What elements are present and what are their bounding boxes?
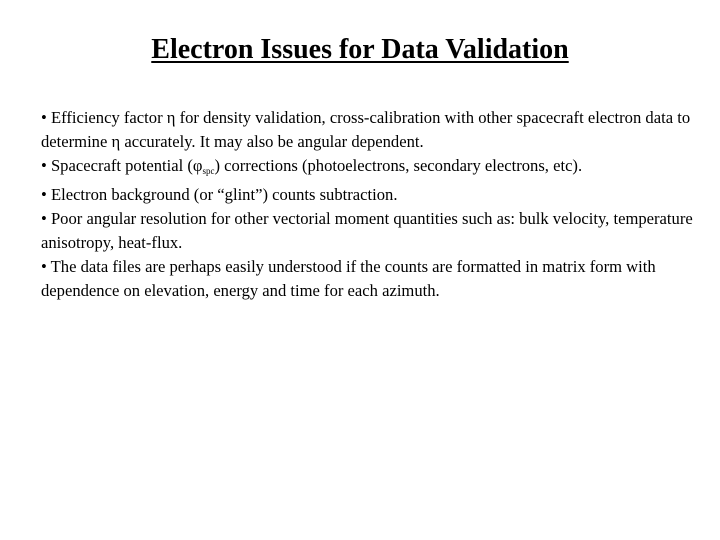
bullet-text: accurately. It may also be angular dependent. <box>120 132 424 151</box>
bullet-efficiency-factor <box>41 106 703 154</box>
bullet-text: for density validation, cross-calibration with other spacecraft electron data to determine <box>41 108 691 151</box>
eta-symbol: η <box>111 132 121 151</box>
bullet-angular-resolution: • Poor angular resolution for other vectorial moment quantities such as: bulk velocity, temperature anisotropy, heat-flux. <box>41 209 693 252</box>
bullet-electron-background: • Electron background (or “glint”) counts subtraction. <box>41 185 398 204</box>
bullet-text: ) corrections (photoelectrons, secondary electrons, etc). <box>214 156 583 175</box>
phi-subscript: spc <box>202 166 215 176</box>
phi-symbol: φ <box>192 156 203 175</box>
slide-body <box>41 106 703 303</box>
slide-title: Electron Issues for Data Validation <box>151 34 569 65</box>
bullet-data-files: • The data files are perhaps easily understood if the counts are formatted in matrix form with dependence on elevation, energy and time for each azimuth. <box>41 257 656 300</box>
bullet-spacecraft-potential <box>41 154 703 183</box>
bullet-text: • Spacecraft potential ( <box>41 156 193 175</box>
eta-symbol: η <box>166 108 176 127</box>
bullet-text: • Efficiency factor <box>41 108 167 127</box>
